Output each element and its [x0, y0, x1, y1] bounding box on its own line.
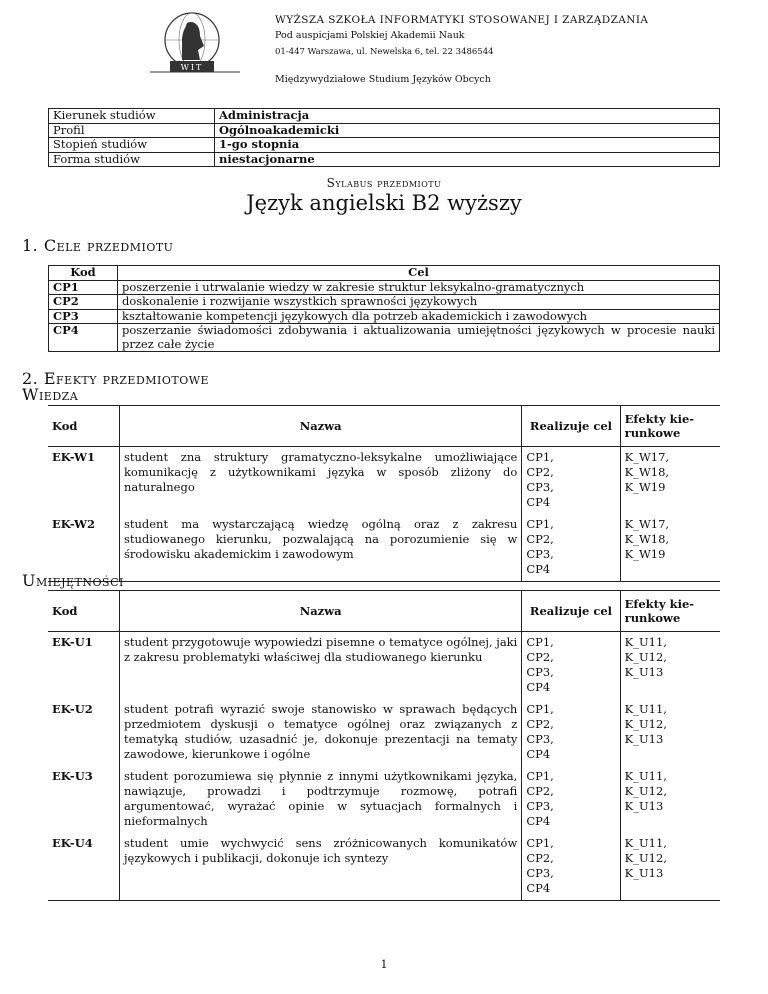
effect-description: student porozumiewa się płynnie z innymi użytkownikami języka, nawiązuje, prowadzi i podtrzymuje rozmowę, potrafi argumentować, wyrażać opinie w sytuacjach formalnych i nieformalnych [119, 766, 521, 833]
effect-description: student ma wystarczającą wiedzę ogólną oraz z zakresu studiowanego kierunku, pozwalającą na porozumienie się w środowisku akademickim i zawodowym [119, 514, 521, 582]
study-info-table [48, 108, 720, 167]
goal-code: CP4 [49, 324, 118, 352]
goal-text: doskonalenie i rozwijanie wszystkich sprawności językowych [118, 295, 720, 310]
info-value: 1-go stopnia [215, 138, 720, 153]
effect-description: student zna struktury gramatyczno-leksykalne umożliwiające komunikację z użytkownikami języka w sposób zliżony do naturalnego [119, 447, 521, 515]
info-row [49, 152, 720, 167]
col-cel: Cel [118, 266, 720, 281]
info-row [49, 138, 720, 153]
goal-code: CP1 [49, 280, 118, 295]
effect-goals: CP1, CP2, CP3, CP4 [522, 766, 620, 833]
info-key: Kierunek studiów [49, 109, 215, 124]
wiedza-table [48, 405, 720, 582]
table-row [49, 324, 720, 352]
effect-goals: CP1, CP2, CP3, CP4 [522, 632, 620, 700]
goal-code: CP2 [49, 295, 118, 310]
goals-table [48, 265, 720, 352]
info-row [49, 109, 720, 124]
goal-text: poszerzenie i utrwalanie wiedzy w zakresie struktur leksykalno-gramatycznych [118, 280, 720, 295]
effect-outcomes: K_U11, K_U12, K_U13 [620, 766, 720, 833]
section-heading-goals: 1. Cele przedmiotu [22, 236, 174, 255]
goals-header-row [49, 266, 720, 281]
col-realizuje: Realizuje cel [522, 406, 620, 447]
goal-text: poszerzanie świadomości zdobywania i aktualizowania umiejętności językowych w procesie nauki przez całe życie [118, 324, 720, 352]
effect-outcomes: K_W17, K_W18, K_W19 [620, 447, 720, 515]
col-efekty-line2: runkowe [624, 426, 681, 440]
table-row [48, 766, 720, 833]
col-kod: Kod [49, 266, 118, 281]
table-row [48, 699, 720, 766]
umiejetnosci-header-row [48, 591, 720, 632]
effect-code: EK-U2 [52, 702, 93, 716]
effect-code: EK-U3 [52, 769, 93, 783]
university-name: WYŻSZA SZKOŁA INFORMATYKI STOSOWANEJ I ZARZĄDZANIA [275, 14, 649, 26]
effect-outcomes: K_W17, K_W18, K_W19 [620, 514, 720, 582]
effect-description: student umie wychwycić sens zróżnicowanych komunikatów językowych i publikacji, dokonuje ich syntezy [119, 833, 521, 901]
patronage: Pod auspicjami Polskiej Akademii Nauk [275, 30, 465, 41]
document-subtitle: Sylabus przedmiotu [326, 176, 442, 190]
info-value: niestacjonarne [215, 152, 720, 167]
goal-text: kształtowanie kompetencji językowych dla potrzeb akademickich i zawodowych [118, 309, 720, 324]
page-number: 1 [380, 958, 388, 971]
col-efekty-line1: Efekty kie- [624, 597, 695, 611]
info-key: Stopień studiów [49, 138, 215, 153]
col-realizuje: Realizuje cel [522, 591, 620, 632]
info-key: Forma studiów [49, 152, 215, 167]
col-efekty-line1: Efekty kie- [624, 412, 695, 426]
effect-code: EK-W1 [52, 450, 95, 464]
header-block [275, 12, 725, 85]
effect-description: student przygotowuje wypowiedzi pisemne o tematyce ogólnej, jaki z zakresu problematyki właściwej dla studiowanego kierunku [119, 632, 521, 700]
effect-goals: CP1, CP2, CP3, CP4 [522, 514, 620, 582]
info-key: Profil [49, 123, 215, 138]
col-efekty-line2: runkowe [624, 611, 681, 625]
subsection-heading-wiedza: Wiedza [22, 385, 79, 404]
effect-code: EK-W2 [48, 514, 119, 582]
info-row [49, 123, 720, 138]
col-nazwa: Nazwa [119, 591, 521, 632]
table-row [48, 514, 720, 582]
col-efekty [620, 406, 720, 447]
table-row [48, 833, 720, 901]
effect-outcomes: K_U11, K_U12, K_U13 [620, 833, 720, 901]
effect-goals: CP1, CP2, CP3, CP4 [522, 447, 620, 515]
col-kod: Kod [48, 591, 119, 632]
info-value: Ogólnoakademicki [215, 123, 720, 138]
wiedza-header-row [48, 406, 720, 447]
effect-code: EK-U1 [52, 635, 93, 649]
col-nazwa: Nazwa [119, 406, 521, 447]
table-row [49, 280, 720, 295]
col-efekty [620, 591, 720, 632]
address: 01-447 Warszawa, ul. Newelska 6, tel. 22 3486544 [275, 47, 494, 57]
subsection-heading-umiejetnosci: Umiejętności [22, 571, 124, 590]
effect-outcomes: K_U11, K_U12, K_U13 [620, 632, 720, 700]
effect-goals: CP1, CP2, CP3, CP4 [522, 833, 620, 901]
table-row [48, 447, 720, 515]
effect-description: student potrafi wyrazić swoje stanowisko w sprawach będących przedmiotem dyskusji o tematyce ogólnej oraz związanych z tematyką studiów, uzasadnić je, dokonuje prezentacji na tematy zawodowe, kierunkowe i ogólne [119, 699, 521, 766]
table-row [49, 295, 720, 310]
col-kod: Kod [48, 406, 119, 447]
effect-outcomes: K_U11, K_U12, K_U13 [620, 699, 720, 766]
info-value: Administracja [215, 109, 720, 124]
table-row [49, 309, 720, 324]
goal-code: CP3 [49, 309, 118, 324]
page-title: Język angielski B2 wyższy [246, 191, 522, 215]
logo-text: WIT [180, 63, 204, 72]
umiejetnosci-table [48, 590, 720, 901]
department: Międzywydziałowe Studium Języków Obcych [275, 74, 491, 85]
section-heading-effects: 2. Efekty przedmiotowe [22, 369, 210, 388]
effect-code: EK-U4 [48, 833, 119, 901]
table-row [48, 632, 720, 700]
effect-goals: CP1, CP2, CP3, CP4 [522, 699, 620, 766]
university-logo [150, 10, 240, 78]
